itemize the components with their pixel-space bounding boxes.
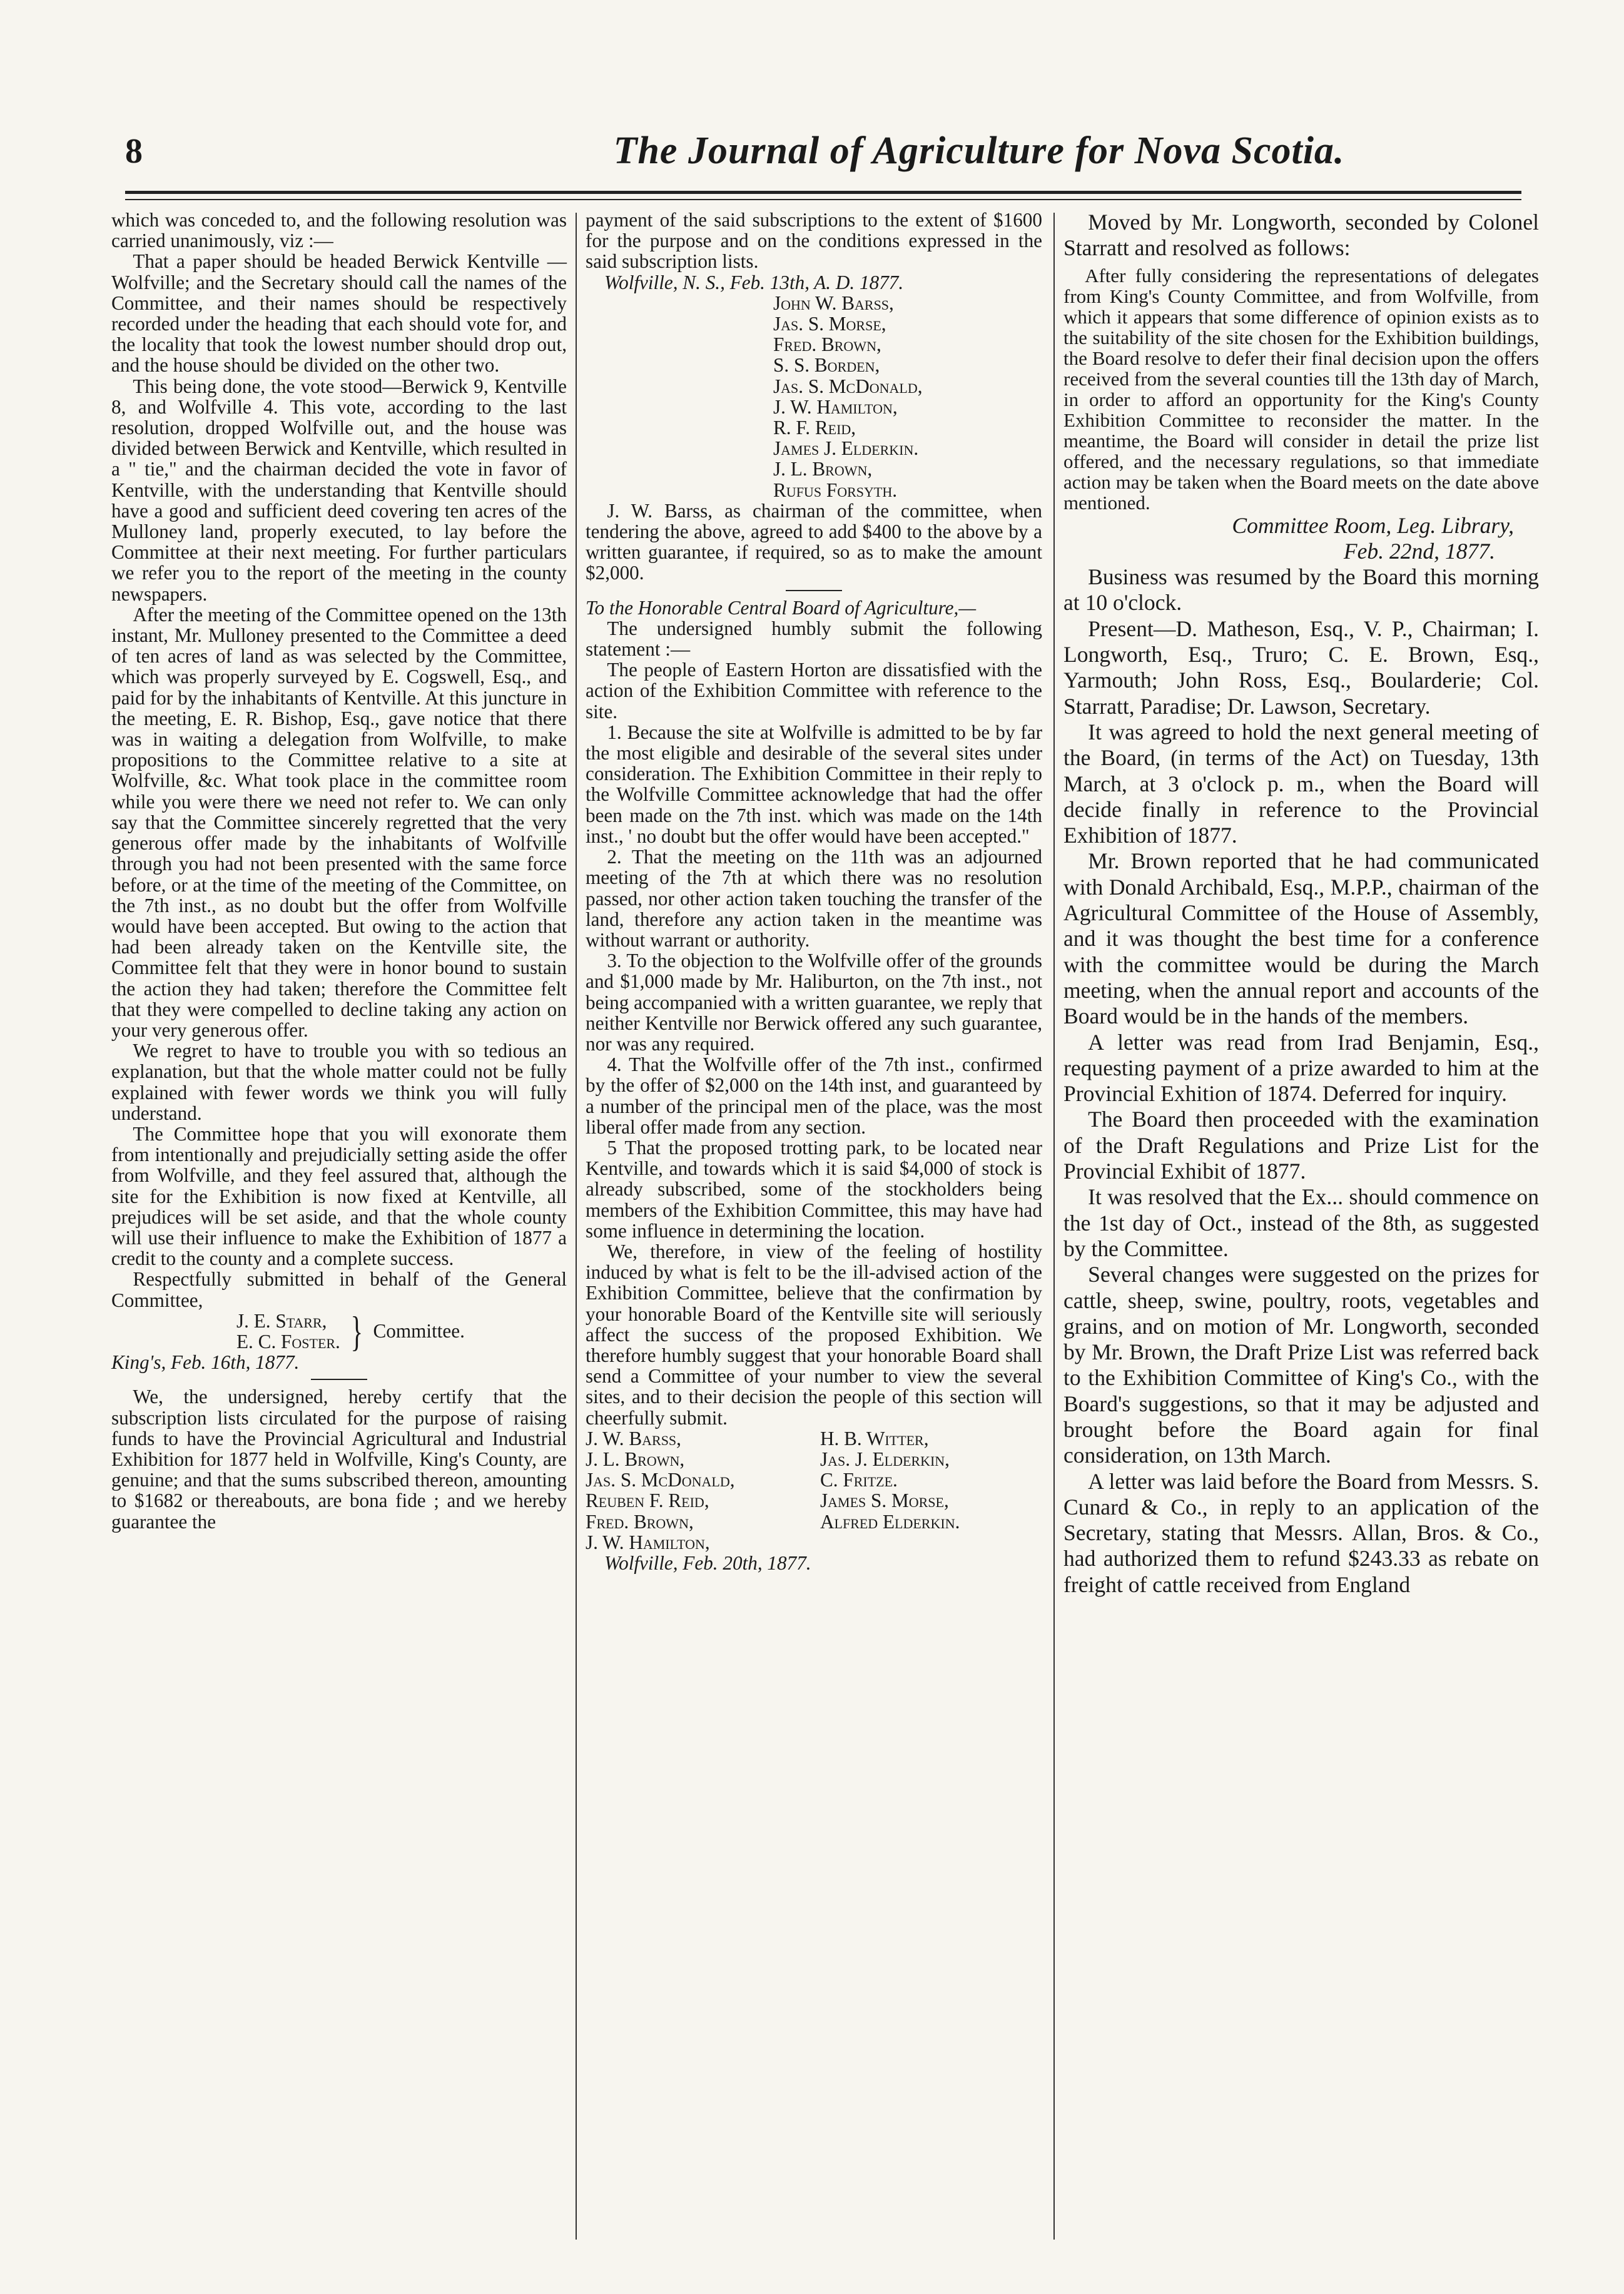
signer-name: Jas. S. Morse,	[773, 313, 886, 335]
signer-name: Jas. S. McDonald,	[586, 1469, 735, 1491]
signer-name: J. L. Brown,	[586, 1448, 685, 1470]
signer-name: Rufus Forsyth.	[773, 479, 897, 501]
signer-name: James S. Morse,	[820, 1490, 949, 1512]
column-3	[1063, 210, 1539, 1598]
committee-signature	[111, 1307, 567, 1355]
dateline: King's, Feb. 16th, 1877.	[111, 1351, 300, 1374]
column-1	[111, 210, 567, 1532]
dateline: Wolfville, Feb. 20th, 1877.	[604, 1552, 811, 1574]
section-rule	[786, 590, 842, 591]
paragraph: We, therefore, in view of the feeling of hostility induced by what is felt to be the ill-advised action of the Exhibition Committee, believe that the confirmation by your honorable Board of the Kentville site will seriously affect the success of the proposed Exhibition. We therefore humbly suggest that your honorable Board shall send a Committee of your number to view the several sites, and to their decision the people of this section will cheerfully submit.	[586, 1240, 1042, 1429]
paragraph: We, the undersigned, hereby certify that the subscription lists circulated for the purpose of raising funds to have the Provincial Agricultural and Industrial Exhibition for 1877 held in Wolfville, King's County, are genuine; and that the sums subscribed thereon, amounting to $1682 or thereabouts, are bona fide ; and we hereby guarantee the	[111, 1386, 567, 1533]
signer-name: James J. Elderkin.	[773, 437, 919, 460]
brace-glyph: }	[350, 1307, 363, 1355]
dateline: Wolfville, N. S., Feb. 13th, A. D. 1877.	[604, 271, 904, 293]
page-header	[125, 125, 1520, 188]
paragraph: which was conceded to, and the following resolution was carried unanimously, viz :—	[111, 209, 567, 252]
column-2	[586, 210, 1042, 1573]
signer-name: C. Fritze.	[820, 1469, 898, 1491]
header-rule	[125, 191, 1521, 194]
paragraph: It was agreed to hold the next general meeting of the Board, (in terms of the Act) on Tuesday, 13th March, at 3 o'clock p. m., when the Board will decide finally in reference to the Provincial Exhibition of 1877.	[1063, 719, 1539, 848]
signer-name: J. L. Brown,	[773, 458, 873, 480]
paragraph: 3. To the objection to the Wolfville offer of the grounds and $1,000 made by Mr. Haliburton, on the 7th inst., not being accompanied with a written guarantee, we reply that neither Kentville nor Berwick offered any such guarantee, nor was any required.	[586, 950, 1043, 1055]
signer-name	[820, 1532, 1042, 1553]
signer-name: Alfred Elderkin.	[820, 1510, 960, 1533]
address-line: To the Honorable Central Board of Agriculture,—	[586, 596, 977, 619]
paragraph: The Board then proceeded with the examination of the Draft Regulations and Prize List for the Provincial Exhibit of 1877.	[1063, 1107, 1539, 1184]
paragraph: Moved by Mr. Longworth, seconded by Colonel Starratt and resolved as follows:	[1063, 210, 1539, 261]
paragraph: After fully considering the representations of delegates from King's County Committee, and from Wolfville, from which it appears that some difference of opinion exists as to the suitability of the site chosen for the Exhibition buildings, the Board resolve to defer their final decision upon the offers received from the several counties till the 13th day of March, in order to afford an opportunity for the King's County Exhibition Committee to reconsider the matter. In the meantime, the Board will consider in detail the prize list offered, and the necessary regulations, so that immediate action may be taken when the Board meets on the date above mentioned.	[1063, 264, 1539, 514]
signer-name: E. C. Foster.	[236, 1330, 340, 1353]
paragraph: That a paper should be headed Berwick Kentville — Wolfville; and the Secretary should call the names of the Committee, and their names should be respectively recorded under the heading that each should vote for, and the locality that took the lowest number should drop out, and the house should be divided on the other two.	[111, 250, 567, 377]
paragraph: The Committee hope that you will exonorate them from intentionally and prejudicially setting aside the offer from Wolfville, and they feel assured that, although the site for the Exhibition is now fixed at Kentville, all prejudices will be set aside, and that the whole county will use their influence to make the Exhibition of 1877 a credit to the county and a complete success.	[111, 1122, 567, 1270]
paragraph: The undersigned humbly submit the following statement :—	[586, 617, 1042, 661]
signer-name: Jas. J. Elderkin,	[820, 1448, 950, 1470]
page-number: 8	[125, 132, 143, 171]
paragraph: The people of Eastern Horton are dissatisfied with the action of the Exhibition Committee with reference to the site.	[586, 659, 1042, 723]
paragraph: A letter was laid before the Board from Messrs. S. Cunard & Co., in reply to an application of the Secretary, stating that Messrs. Allan, Bros. & Co., had authorized them to refund $243.33 as rebate on freight of cattle received from England	[1063, 1468, 1539, 1597]
running-title: The Journal of Agriculture for Nova Scotia.	[613, 129, 1345, 172]
venue-line: Committee Room, Leg. Library,	[1232, 512, 1514, 538]
paragraph: 2. That the meeting on the 11th was an adjourned meeting of the 7th at which there was no resolution passed, nor other action taken touching the transfer of the land, therefore any action taken in the meantime was without warrant or authority.	[586, 846, 1042, 951]
paragraph: We regret to have to trouble you with so tedious an explanation, but that the whole matter could not be fully explained with fewer words we think you will fully understand.	[111, 1040, 567, 1124]
paragraph: 4. That the Wolfville offer of the 7th inst., confirmed by the offer of $2,000 on the 14th inst, and guaranteed by a number of the principal men of the place, was the most liberal offer made from any section.	[586, 1053, 1042, 1138]
paragraph: After the meeting of the Committee opened on the 13th instant, Mr. Mulloney presented to the Committee a deed of ten acres of land as was selected by the Committee, which was properly surveyed by E. Cogswell, Esq., and paid for by the inhabitants of Kentville. At this juncture in the meeting, E. R. Bishop, Esq., gave notice that there was in waiting a delegation from Wolfville, to make propositions to the Committee relative to a site at Wolfville, &c. What took place in the committee room while you were there we need not refer to. We can only say that the Committee sincerely regretted that the very generous offer made by the inhabitants of Wolfville through you had not been presented with the same force before, or at the time of the meeting of the Committee, on the 7th inst., as no doubt but the offer from Wolfville would have been accepted. But owing to the action that had been already taken on the Kentville site, the Committee felt that they were in honor bound to sustain the action they had taken; therefore the Committee felt that they were compelled to decline taking any action on your very generous offer.	[111, 603, 567, 1041]
signer-name: R. F. Reid,	[773, 417, 856, 439]
paragraph: Respectfully submitted in behalf of the General Committee,	[111, 1268, 567, 1311]
header-rule-thin	[125, 199, 1521, 200]
paragraph: Present—D. Matheson, Esq., V. P., Chairman; I. Longworth, Esq., Truro; C. E. Brown, Esq., Yarmouth; John Ross, Esq., Boularderie; Col. Starratt, Paradise; Dr. Lawson, Secretary.	[1063, 616, 1539, 719]
venue-date: Feb. 22nd, 1877.	[1343, 538, 1495, 564]
paragraph: Mr. Brown reported that he had communicated with Donald Archibald, Esq., M.P.P., chairman of the Agricultural Committee of the House of Assembly, and it was thought the best time for a conference with the committee would be during the March meeting, when the annual report and accounts of the Board would be in the hands of the members.	[1063, 848, 1539, 1029]
signer-name: H. B. Witter,	[820, 1427, 929, 1449]
paragraph: Several changes were suggested on the prizes for cattle, sheep, swine, poultry, roots, vegetables and grains, and on motion of Mr. Longworth, seconded by Mr. Brown, the Draft Prize List was referred back to the Exhibition Committee of King's Co., with the Board's suggestions, so that it may be adjusted and brought before the Board again for final consideration, on 13th March.	[1063, 1262, 1539, 1468]
signer-name: Fred. Brown,	[586, 1510, 694, 1533]
signature-grid	[586, 1428, 1042, 1553]
paragraph: It was resolved that the Ex... should commence on the 1st day of Oct., instead of the 8th, as suggested by the Committee.	[1063, 1184, 1539, 1261]
column-divider	[576, 213, 577, 2240]
paragraph: payment of the said subscriptions to the extent of $1600 for the purpose and on the conditions expressed in the said subscription lists.	[586, 209, 1042, 273]
signer-name: J. W. Hamilton,	[586, 1531, 710, 1553]
signer-name: Jas. S. McDonald,	[773, 375, 923, 397]
paragraph: 5 That the proposed trotting park, to be located near Kentville, and towards which it is said $4,000 of stock is already subscribed, some of the stockholders being members of the Exhibition Committee, this may have had some influence in determining the location.	[586, 1136, 1042, 1242]
paragraph: This being done, the vote stood—Berwick 9, Kentville 8, and Wolfville 4. This vote, according to the last resolution, dropped Wolfville out, and the house was divided between Berwick and Kentville, which resulted in a " tie," and the chairman decided the vote in favor of Kentville, with the understanding that Kentville should have a good and sufficient deed covering ten acres of the Mulloney land, properly executed, to lay before the Committee at their next meeting. For further particulars we refer you to the report of the meeting in the county newspapers.	[111, 375, 567, 605]
signer-name: John W. Barss,	[773, 292, 894, 314]
paragraph: Business was resumed by the Board this morning at 10 o'clock.	[1063, 564, 1539, 616]
paragraph: J. W. Barss, as chairman of the committee, when tendering the above, agreed to add $400 to the above by a written guarantee, if required, so as to make the amount $2,000.	[586, 499, 1042, 584]
signer-name: S. S. Borden,	[773, 354, 880, 377]
signer-list	[586, 293, 1042, 500]
signer-name: Reuben F. Reid,	[586, 1490, 709, 1512]
signer-name: J. W. Barss,	[586, 1427, 681, 1449]
signer-name: J. W. Hamilton,	[773, 395, 898, 418]
signer-name: Fred. Brown,	[773, 333, 881, 356]
column-divider	[1053, 213, 1055, 2240]
section-rule	[311, 1379, 367, 1380]
paragraph: 1. Because the site at Wolfville is admitted to be by far the most eligible and desirable of the several sites under consideration. The Exhibition Committee in their reply to the Wolfville Committee acknowledge that had the offer been made on the 7th inst. which was made on the 14th inst., ' no doubt but the offer would have been accepted."	[586, 721, 1042, 847]
signer-name: J. E. Starr,	[236, 1309, 327, 1332]
paragraph: A letter was read from Irad Benjamin, Esq., requesting payment of a prize awarded to him at the Provincial Exhition of 1874. Deferred for inquiry.	[1063, 1029, 1539, 1107]
committee-label: Committee.	[373, 1320, 465, 1342]
